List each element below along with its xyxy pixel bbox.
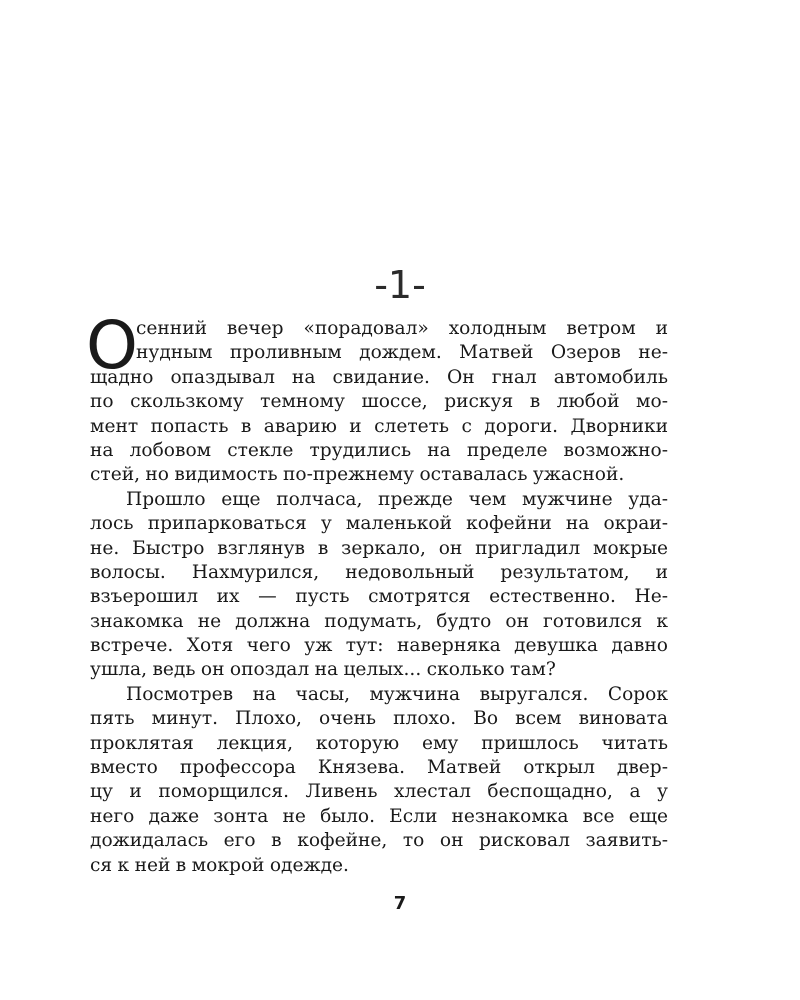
text-line: лось припарковаться у маленькой кофейни на окраи-: [90, 513, 668, 535]
text-line: вместо профессора Князева. Матвей открыл двер-: [90, 757, 668, 779]
paragraph-lines: [90, 317, 668, 878]
text-line: щадно опаздывал на свидание. Он гнал автомобиль: [90, 366, 668, 388]
text-line: не. Быстро взглянув в зеркало, он пригладил мокрые: [90, 537, 668, 559]
chapter-heading: -1-: [374, 263, 426, 307]
text-line: на лобовом стекле трудились на пределе возможно-: [90, 439, 668, 461]
text-line: цу и поморщился. Ливень хлестал беспощадно, а у: [90, 781, 668, 803]
body-text: [86, 307, 668, 878]
text-line: по скользкому темному шоссе, рискуя в любой мо-: [90, 391, 668, 413]
text-line: дожидалась его в кофейне, то он рисковал заявить-: [90, 830, 668, 852]
text-line: него даже зонта не было. Если незнакомка все еще: [90, 805, 668, 827]
text-line: ся к ней в мокрой одежде.: [90, 854, 349, 876]
paragraph: [90, 317, 668, 488]
text-line: нудным проливным дождем. Матвей Озеров не-: [136, 342, 668, 364]
drop-cap: О: [86, 307, 138, 384]
text-line: мент попасть в аварию и слететь с дороги. Дворники: [90, 415, 668, 437]
paragraph: [90, 683, 668, 878]
text-line: Прошло еще полчаса, прежде чем мужчине уда-: [126, 488, 668, 510]
page-number: 7: [393, 893, 407, 914]
text-line: знакомка не должна подумать, будто он готовился к: [90, 610, 668, 632]
text-line: сенний вечер «порадовал» холодным ветром и: [136, 318, 668, 339]
text-line: волосы. Нахмурился, недовольный результатом, и: [90, 561, 668, 583]
text-line: Посмотрев на часы, мужчина выругался. Сорок: [126, 683, 668, 705]
text-line: пять минут. Плохо, очень плохо. Во всем виновата: [90, 708, 668, 730]
text-line: взъерошил их — пусть смотрятся естественно. Не-: [90, 586, 668, 608]
text-line: проклятая лекция, которую ему пришлось читать: [90, 732, 668, 754]
text-line: встрече. Хотя чего уж тут: наверняка девушка давно: [90, 635, 668, 657]
paragraph: [90, 488, 668, 683]
text-line: стей, но видимость по-прежнему оставалась ужасной.: [90, 464, 625, 486]
text-line: ушла, ведь он опоздал на целых... сколько там?: [90, 659, 556, 681]
